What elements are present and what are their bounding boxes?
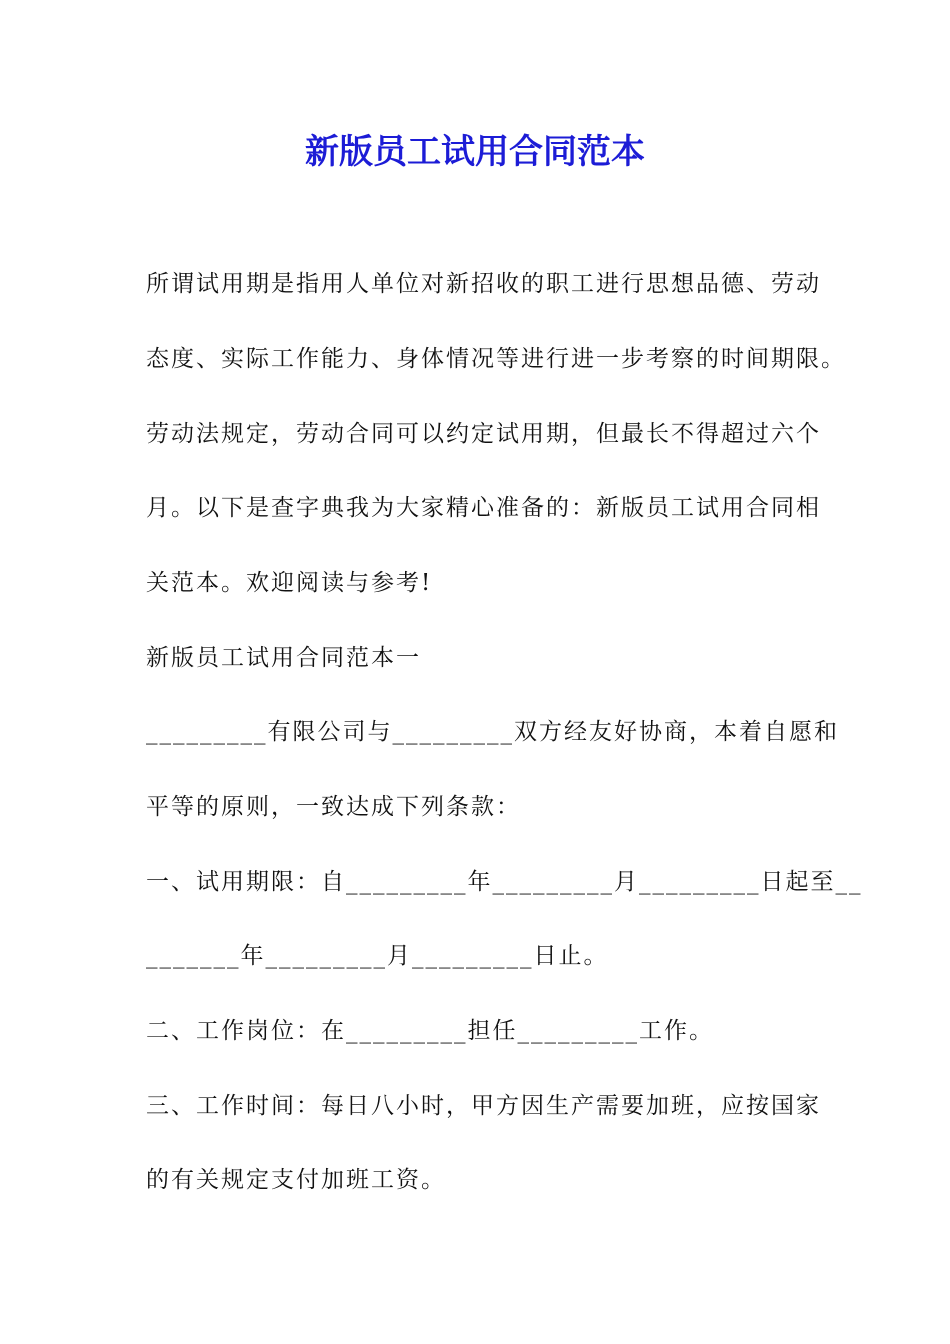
clause-3-line-2: 的有关规定支付加班工资。 bbox=[146, 1167, 446, 1193]
section-heading-1: 新版员工试用合同范本一 bbox=[146, 645, 421, 671]
body-line-4: 月。以下是查字典我为大家精心准备的：新版员工试用合同相 bbox=[146, 495, 821, 521]
body-line-5: 关范本。欢迎阅读与参考! bbox=[146, 570, 433, 596]
body-line-2: 态度、实际工作能力、身体情况等进行进一步考察的时间期限。 bbox=[146, 346, 846, 372]
body-line-1: 所谓试用期是指用人单位对新招收的职工进行思想品德、劳动 bbox=[146, 271, 821, 297]
clause-1-line-1: 一、试用期限：自_________年_________月_________日起至__ bbox=[146, 869, 863, 895]
clause-1-line-2: _______年_________月_________日止。 bbox=[146, 943, 609, 969]
body-line-7: _________有限公司与_________双方经友好协商，本着自愿和 bbox=[146, 719, 839, 745]
document-title: 新版员工试用合同范本 bbox=[305, 132, 645, 172]
body-line-3: 劳动法规定，劳动合同可以约定试用期，但最长不得超过六个 bbox=[146, 421, 821, 447]
clause-3-line-1: 三、工作时间：每日八小时，甲方因生产需要加班，应按国家 bbox=[146, 1093, 821, 1119]
clause-2: 二、工作岗位：在_________担任_________工作。 bbox=[146, 1018, 714, 1044]
body-line-8: 平等的原则，一致达成下列条款： bbox=[146, 794, 521, 820]
